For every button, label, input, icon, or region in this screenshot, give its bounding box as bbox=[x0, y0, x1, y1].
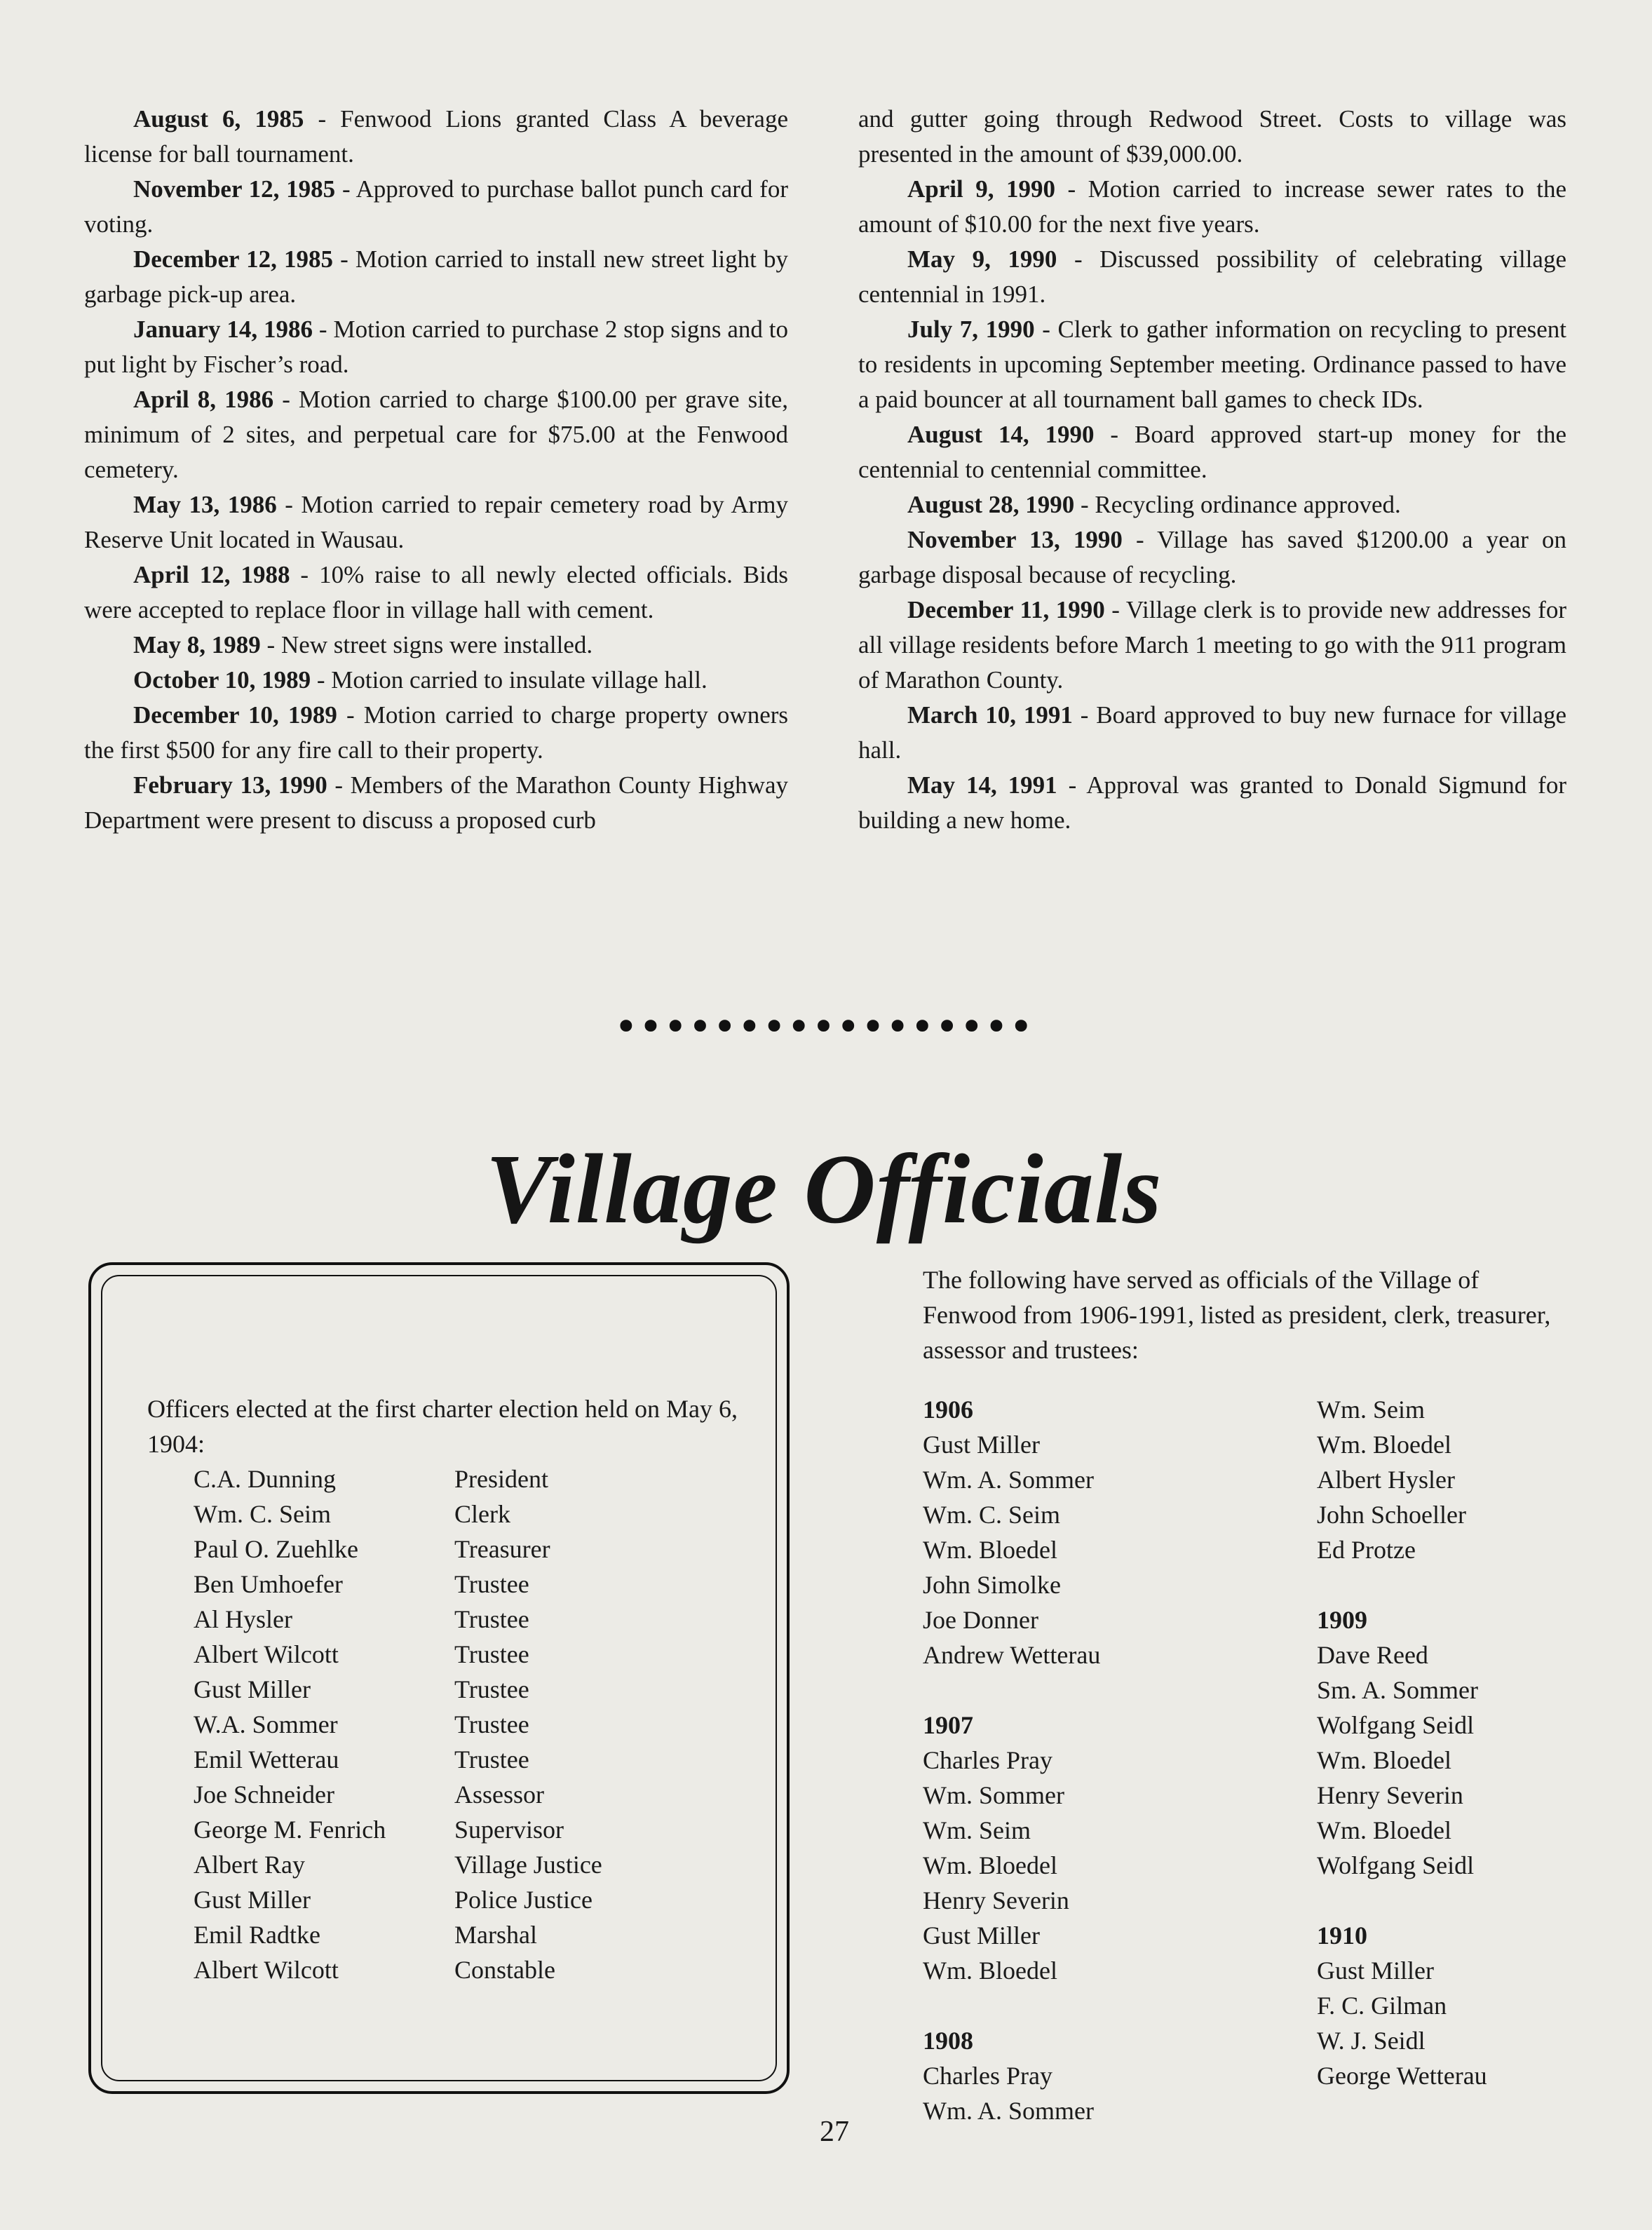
minutes-entry bbox=[84, 172, 788, 242]
minutes-entry bbox=[858, 312, 1566, 417]
minutes-entry-date: August 14, 1990 bbox=[907, 421, 1095, 448]
official-name: George Wetterau bbox=[1317, 2062, 1487, 2090]
official-name: Sm. A. Sommer bbox=[1317, 1676, 1479, 1704]
minutes-entry-text: - Discussed possibility of celebrating village centennial in 1991. bbox=[858, 245, 1566, 308]
minutes-entry-date: May 8, 1989 bbox=[133, 631, 261, 658]
officials-column-2 bbox=[1317, 1392, 1611, 2128]
minutes-entry bbox=[858, 242, 1566, 312]
page-number: 27 bbox=[820, 2116, 849, 2148]
officer-name: Ben Umhoefer bbox=[194, 1570, 343, 1598]
officer-row bbox=[194, 1672, 754, 1707]
official-name: Charles Pray bbox=[923, 2062, 1052, 2090]
minutes-entry-date: December 11, 1990 bbox=[907, 596, 1105, 623]
minutes-entry-date: July 7, 1990 bbox=[907, 316, 1035, 343]
officer-name: Paul O. Zuehlke bbox=[194, 1535, 358, 1563]
official-name: Charles Pray bbox=[923, 1746, 1052, 1774]
minutes-entry-text: - New street signs were installed. bbox=[260, 631, 593, 658]
official-name: Wolfgang Seidl bbox=[1317, 1711, 1475, 1739]
minutes-entry-date: January 14, 1986 bbox=[133, 316, 313, 343]
officer-name: Albert Wilcott bbox=[194, 1956, 339, 1984]
officer-name: Gust Miller bbox=[194, 1886, 311, 1914]
minutes-entry-date: April 8, 1986 bbox=[133, 386, 274, 413]
officer-name: Joe Schneider bbox=[194, 1780, 334, 1809]
minutes-entry-date: October 10, 1989 bbox=[133, 666, 311, 694]
officer-title: Trustee bbox=[454, 1640, 529, 1668]
charter-officers-box bbox=[88, 1262, 790, 2094]
minutes-entry-date: November 13, 1990 bbox=[907, 526, 1123, 553]
officer-title: Supervisor bbox=[454, 1816, 564, 1844]
minutes-entry-text: - Motion carried to install new street light by garbage pick-up area. bbox=[84, 245, 789, 308]
minutes-entry-text: - Motion carried to repair cemetery road by Army Reserve Unit located in Wausau. bbox=[84, 491, 788, 553]
officer-row bbox=[194, 1777, 754, 1812]
minutes-entry-date: April 12, 1988 bbox=[133, 561, 290, 588]
official-name: Dave Reed bbox=[1317, 1641, 1428, 1669]
officer-row bbox=[194, 1917, 754, 1952]
officer-row bbox=[194, 1812, 754, 1847]
minutes-column-left bbox=[84, 102, 788, 838]
officer-title: Clerk bbox=[454, 1500, 510, 1528]
minutes-entry-date: November 12, 1985 bbox=[133, 175, 336, 203]
official-name: Joe Donner bbox=[923, 1606, 1038, 1634]
official-name: Henry Severin bbox=[1317, 1781, 1463, 1809]
minutes-entry bbox=[858, 417, 1566, 487]
minutes-entry bbox=[858, 172, 1566, 242]
official-name: W. J. Seidl bbox=[1317, 2027, 1426, 2055]
section-title: Village Officials bbox=[485, 1133, 1163, 1244]
minutes-entry bbox=[84, 663, 788, 698]
minutes-entry-text: - Clerk to gather information on recycling to present to residents in upcoming September meeting. Ordinance passed to have a paid bouncer at all tournament ball games to check IDs. bbox=[858, 316, 1566, 413]
officials-year: 1906 bbox=[923, 1396, 973, 1424]
minutes-entry-text: - Members of the Marathon County Highway Department were present to discuss a proposed curb bbox=[84, 771, 788, 834]
minutes-entry-date: August 6, 1985 bbox=[133, 105, 304, 133]
minutes-entry bbox=[84, 487, 788, 558]
charter-officers-list bbox=[194, 1461, 754, 1987]
official-name: Wm. A. Sommer bbox=[923, 1466, 1094, 1494]
officer-name: Albert Ray bbox=[194, 1851, 305, 1879]
official-name: Wm. Bloedel bbox=[923, 1536, 1057, 1564]
official-name: John Schoeller bbox=[1317, 1501, 1466, 1529]
officials-year-group bbox=[923, 1392, 1217, 1672]
official-name: Wm. C. Seim bbox=[923, 1501, 1060, 1529]
minutes-entry bbox=[858, 768, 1566, 838]
minutes-continuation: and gutter going through Redwood Street. Costs to village was presented in the amount of $39,000.00. bbox=[858, 105, 1566, 168]
minutes-entry bbox=[84, 242, 788, 312]
official-name: Ed Protze bbox=[1317, 1536, 1416, 1564]
officer-title: President bbox=[454, 1465, 548, 1493]
official-name: Gust Miller bbox=[1317, 1957, 1434, 1985]
minutes-entry-date: May 13, 1986 bbox=[133, 491, 277, 518]
minutes-entry bbox=[858, 698, 1566, 768]
officer-row bbox=[194, 1461, 754, 1496]
officer-name: Wm. C. Seim bbox=[194, 1500, 331, 1528]
officials-year-group bbox=[1317, 1392, 1611, 1567]
minutes-entry bbox=[84, 698, 788, 768]
official-name: Gust Miller bbox=[923, 1431, 1040, 1459]
charter-officers-intro: Officers elected at the first charter election held on May 6, 1904: bbox=[147, 1395, 738, 1458]
officer-title: Trustee bbox=[454, 1570, 529, 1598]
minutes-entry-text: - Approval was granted to Donald Sigmund for building a new home. bbox=[858, 771, 1566, 834]
minutes-entry-text: - Board approved start-up money for the centennial to centennial committee. bbox=[858, 421, 1566, 483]
minutes-entry-text: - Motion carried to increase sewer rates to the amount of $10.00 for the next five years. bbox=[858, 175, 1566, 238]
officials-year-group bbox=[923, 2023, 1217, 2128]
officer-name: George M. Fenrich bbox=[194, 1816, 386, 1844]
minutes-entry-text: - Motion carried to insulate village hall. bbox=[311, 666, 707, 694]
officer-row bbox=[194, 1882, 754, 1917]
official-name: Wm. Bloedel bbox=[1317, 1746, 1451, 1774]
minutes-entry-date: December 10, 1989 bbox=[133, 701, 337, 729]
official-name: Wm. A. Sommer bbox=[923, 2097, 1094, 2125]
minutes-entry bbox=[84, 768, 788, 838]
officials-year-group bbox=[1317, 1602, 1611, 1883]
officer-name: Al Hysler bbox=[194, 1605, 292, 1633]
officials-year: 1909 bbox=[1317, 1606, 1367, 1634]
minutes-entry-text: - Motion carried to purchase 2 stop signs and to put light by Fischer’s road. bbox=[84, 316, 788, 378]
officials-year: 1910 bbox=[1317, 1921, 1367, 1949]
officer-title: Police Justice bbox=[454, 1886, 593, 1914]
minutes-entry-text: - Motion carried to charge $100.00 per grave site, minimum of 2 sites, and perpetual care for $75.00 at the Fenwood cemetery. bbox=[84, 386, 788, 483]
officer-name: C.A. Dunning bbox=[194, 1465, 337, 1493]
officer-row bbox=[194, 1532, 754, 1567]
officials-column-1 bbox=[923, 1392, 1217, 2163]
official-name: Wm. Bloedel bbox=[923, 1851, 1057, 1879]
minutes-entry-date: March 10, 1991 bbox=[907, 701, 1073, 729]
officer-title: Treasurer bbox=[454, 1535, 550, 1563]
officials-year: 1908 bbox=[923, 2027, 973, 2055]
officer-title: Village Justice bbox=[454, 1851, 602, 1879]
officer-name: W.A. Sommer bbox=[194, 1710, 338, 1738]
officer-name: Emil Radtke bbox=[194, 1921, 320, 1949]
officer-title: Constable bbox=[454, 1956, 555, 1984]
official-name: F. C. Gilman bbox=[1317, 1992, 1447, 2020]
minutes-entry bbox=[858, 593, 1566, 698]
minutes-entry bbox=[858, 487, 1566, 522]
minutes-entry-text: - Approved to purchase ballot punch card for voting. bbox=[84, 175, 788, 238]
minutes-entry-text: - Board approved to buy new furnace for village hall. bbox=[858, 701, 1567, 764]
officer-title: Trustee bbox=[454, 1605, 529, 1633]
minutes-entry bbox=[84, 312, 788, 382]
minutes-entry bbox=[84, 628, 788, 663]
officer-title: Trustee bbox=[454, 1745, 529, 1773]
officer-row bbox=[194, 1707, 754, 1742]
officer-row bbox=[194, 1567, 754, 1602]
official-name: Wm. Seim bbox=[923, 1816, 1031, 1844]
official-name: Wm. Sommer bbox=[923, 1781, 1064, 1809]
official-name: Wm. Seim bbox=[1317, 1396, 1425, 1424]
officer-row bbox=[194, 1952, 754, 1987]
minutes-entry-text: - Village has saved $1200.00 a year on garbage disposal because of recycling. bbox=[858, 526, 1566, 588]
officer-row bbox=[194, 1742, 754, 1777]
officer-title: Marshal bbox=[454, 1921, 537, 1949]
official-name: John Simolke bbox=[923, 1571, 1062, 1599]
officer-name: Gust Miller bbox=[194, 1675, 311, 1703]
officer-title: Trustee bbox=[454, 1675, 529, 1703]
officer-title: Trustee bbox=[454, 1710, 529, 1738]
officer-name: Emil Wetterau bbox=[194, 1745, 339, 1773]
officer-title: Assessor bbox=[454, 1780, 545, 1809]
minutes-entry bbox=[858, 522, 1566, 593]
officer-row bbox=[194, 1847, 754, 1882]
officer-row bbox=[194, 1602, 754, 1637]
minutes-entry-date: August 28, 1990 bbox=[907, 491, 1075, 518]
official-name: Wm. Bloedel bbox=[1317, 1816, 1451, 1844]
minutes-entry-text: - Fenwood Lions granted Class A beverage license for ball tournament. bbox=[84, 105, 789, 168]
official-name: Andrew Wetterau bbox=[923, 1641, 1101, 1669]
minutes-entry-date: May 14, 1991 bbox=[907, 771, 1057, 799]
minutes-entry-date: May 9, 1990 bbox=[907, 245, 1057, 273]
minutes-entry-date: February 13, 1990 bbox=[133, 771, 327, 799]
minutes-entry-text: - Motion carried to charge property owners the first $500 for any fire call to their property. bbox=[84, 701, 789, 764]
minutes-column-right bbox=[858, 102, 1566, 838]
officials-year-group bbox=[923, 1708, 1217, 1988]
official-name: Wm. Bloedel bbox=[923, 1957, 1057, 1985]
minutes-entry-text: - Village clerk is to provide new addresses for all village residents before March 1 meeting to go with the 911 program of Marathon County. bbox=[858, 596, 1566, 694]
officer-name: Albert Wilcott bbox=[194, 1640, 339, 1668]
official-name: Henry Severin bbox=[923, 1886, 1069, 1914]
officials-year: 1907 bbox=[923, 1711, 973, 1739]
minutes-entry bbox=[84, 558, 788, 628]
official-name: Gust Miller bbox=[923, 1921, 1040, 1949]
officials-year-group bbox=[1317, 1918, 1611, 2093]
minutes-entry bbox=[84, 102, 788, 172]
minutes-entry-date: December 12, 1985 bbox=[133, 245, 333, 273]
minutes-entry bbox=[84, 382, 788, 487]
officials-intro: The following have served as officials of the Village of Fenwood from 1906-1991, listed as president, clerk, treasurer, assessor and trustees: bbox=[923, 1266, 1551, 1364]
official-name: Wm. Bloedel bbox=[1317, 1431, 1451, 1459]
officer-row bbox=[194, 1496, 754, 1532]
minutes-entry-text: - Recycling ordinance approved. bbox=[1074, 491, 1401, 518]
official-name: Wolfgang Seidl bbox=[1317, 1851, 1475, 1879]
officer-row bbox=[194, 1637, 754, 1672]
official-name: Albert Hysler bbox=[1317, 1466, 1455, 1494]
minutes-entry-text: - 10% raise to all newly elected officials. Bids were accepted to replace floor in village hall with cement. bbox=[84, 561, 788, 623]
section-divider-dots: ••••••••••••••••• bbox=[614, 1003, 1034, 1050]
minutes-entry-date: April 9, 1990 bbox=[907, 175, 1055, 203]
